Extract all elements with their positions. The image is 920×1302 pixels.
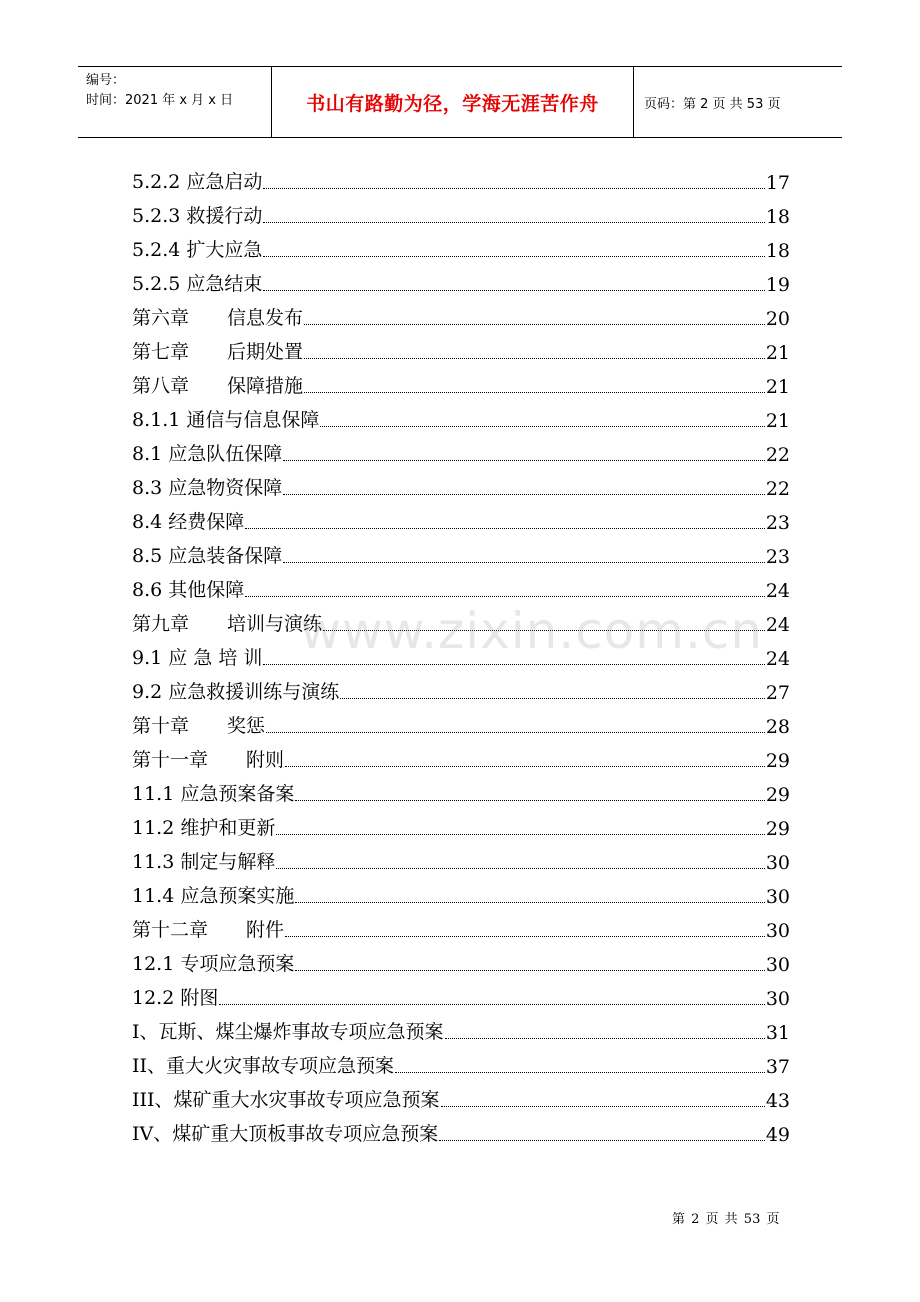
toc-entry-page: 30	[765, 954, 790, 976]
toc-entry-page: 18	[765, 240, 790, 262]
toc-entry-title: 第九章 培训与演练	[132, 613, 323, 635]
toc-dot-leader	[304, 324, 765, 325]
toc-dot-leader	[295, 800, 764, 801]
toc-entry-page: 24	[765, 614, 790, 636]
toc-entry[interactable]	[132, 364, 790, 398]
toc-dot-leader	[219, 1004, 764, 1005]
toc-entry-title: III、煤矿重大水灾事故专项应急预案	[132, 1089, 440, 1111]
toc-entry-page: 30	[765, 920, 790, 942]
toc-entry-title: IV、煤矿重大顶板事故专项应急预案	[132, 1123, 439, 1145]
toc-entry[interactable]	[132, 398, 790, 432]
toc-dot-leader	[323, 630, 765, 631]
toc-entry-page: 29	[765, 750, 790, 772]
toc-entry-title: II、重大火灾事故专项应急预案	[132, 1055, 395, 1077]
document-number-label: 编号：	[86, 73, 126, 88]
toc-dot-leader	[263, 256, 764, 257]
toc-entry-page: 29	[765, 818, 790, 840]
toc-dot-leader	[340, 698, 765, 699]
toc-entry[interactable]	[132, 976, 790, 1010]
toc-entry[interactable]	[132, 636, 790, 670]
toc-entry[interactable]	[132, 602, 790, 636]
toc-dot-leader	[283, 562, 765, 563]
toc-entry-title: 9.1 应 急 培 训	[132, 647, 263, 669]
toc-entry-title: 8.4 经费保障	[132, 511, 245, 533]
toc-entry-title: I、瓦斯、煤尘爆炸事故专项应急预案	[132, 1021, 444, 1043]
toc-entry-title: 11.3 制定与解释	[132, 851, 276, 873]
toc-entry[interactable]	[132, 160, 790, 194]
toc-entry-page: 27	[765, 682, 790, 704]
page-header	[78, 66, 842, 138]
toc-dot-leader	[276, 834, 764, 835]
toc-entry[interactable]	[132, 738, 790, 772]
toc-entry-page: 29	[765, 784, 790, 806]
toc-entry-title: 第十二章 附件	[132, 919, 285, 941]
watermark: www.zixin.com.cn	[300, 602, 764, 660]
toc-entry-title: 第八章 保障措施	[132, 375, 304, 397]
toc-entry[interactable]	[132, 704, 790, 738]
toc-entry[interactable]	[132, 534, 790, 568]
toc-dot-leader	[266, 732, 765, 733]
toc-entry[interactable]	[132, 330, 790, 364]
toc-entry-title: 12.2 附图	[132, 987, 219, 1009]
toc-entry-page: 22	[765, 478, 790, 500]
toc-entry[interactable]	[132, 466, 790, 500]
toc-entry[interactable]	[132, 670, 790, 704]
toc-entry-page: 21	[765, 342, 790, 364]
header-meta	[78, 67, 272, 137]
toc-entry-title: 第六章 信息发布	[132, 307, 304, 329]
toc-entry-page: 19	[765, 274, 790, 296]
toc-entry-title: 9.2 应急救援训练与演练	[132, 681, 340, 703]
toc-dot-leader	[283, 460, 765, 461]
toc-entry-page: 23	[765, 512, 790, 534]
header-motto: 书山有路勤为径，学海无涯苦作舟	[272, 67, 634, 137]
page-footer: 第 2 页 共 53 页	[672, 1212, 780, 1227]
toc-entry-page: 31	[765, 1022, 790, 1044]
toc-entry-page: 20	[765, 308, 790, 330]
toc-entry[interactable]	[132, 806, 790, 840]
toc-dot-leader	[395, 1072, 765, 1073]
toc-entry-page: 24	[765, 648, 790, 670]
toc-entry-title: 5.2.2 应急启动	[132, 171, 263, 193]
toc-entry-page: 22	[765, 444, 790, 466]
toc-entry[interactable]	[132, 908, 790, 942]
toc-entry[interactable]	[132, 1112, 790, 1146]
toc-entry-title: 第十章 奖惩	[132, 715, 266, 737]
toc-dot-leader	[283, 494, 765, 495]
toc-entry-page: 24	[765, 580, 790, 602]
toc-entry-page: 21	[765, 376, 790, 398]
toc-entry-title: 11.1 应急预案备案	[132, 783, 295, 805]
toc-entry[interactable]	[132, 1078, 790, 1112]
toc-entry-page: 30	[765, 886, 790, 908]
toc-dot-leader	[441, 1106, 765, 1107]
toc-entry[interactable]	[132, 1044, 790, 1078]
document-time-label: 时间：2021 年 x 月 x 日	[86, 93, 234, 108]
toc-dot-leader	[263, 664, 764, 665]
toc-dot-leader	[295, 970, 764, 971]
toc-entry-page: 49	[765, 1124, 790, 1146]
toc-dot-leader	[320, 426, 764, 427]
toc-entry-title: 第七章 后期处置	[132, 341, 304, 363]
toc-entry-title: 5.2.3 救援行动	[132, 205, 263, 227]
toc-entry-page: 17	[765, 172, 790, 194]
toc-entry-page: 28	[765, 716, 790, 738]
toc-entry[interactable]	[132, 840, 790, 874]
toc-entry-title: 5.2.4 扩大应急	[132, 239, 263, 261]
toc-dot-leader	[295, 902, 764, 903]
toc-dot-leader	[304, 358, 765, 359]
toc-entry[interactable]	[132, 296, 790, 330]
toc-entry-title: 8.1.1 通信与信息保障	[132, 409, 320, 431]
toc-dot-leader	[245, 596, 765, 597]
toc-dot-leader	[439, 1140, 765, 1141]
toc-entry-page: 23	[765, 546, 790, 568]
toc-dot-leader	[276, 868, 764, 869]
table-of-contents	[132, 160, 790, 1146]
toc-entry-page: 43	[765, 1090, 790, 1112]
toc-entry[interactable]	[132, 772, 790, 806]
toc-entry[interactable]	[132, 194, 790, 228]
toc-entry[interactable]	[132, 568, 790, 602]
toc-entry-page: 18	[765, 206, 790, 228]
toc-entry-title: 8.1 应急队伍保障	[132, 443, 283, 465]
toc-entry[interactable]	[132, 228, 790, 262]
toc-entry-title: 11.2 维护和更新	[132, 817, 276, 839]
toc-entry[interactable]	[132, 500, 790, 534]
toc-entry-page: 21	[765, 410, 790, 432]
toc-entry[interactable]	[132, 942, 790, 976]
toc-entry-title: 8.6 其他保障	[132, 579, 245, 601]
toc-dot-leader	[263, 290, 764, 291]
toc-entry-title: 5.2.5 应急结束	[132, 273, 263, 295]
toc-entry-title: 11.4 应急预案实施	[132, 885, 295, 907]
toc-entry-title: 8.3 应急物资保障	[132, 477, 283, 499]
toc-entry-title: 第十一章 附则	[132, 749, 285, 771]
toc-dot-leader	[285, 766, 765, 767]
toc-entry[interactable]	[132, 262, 790, 296]
toc-entry[interactable]	[132, 1010, 790, 1044]
toc-entry[interactable]	[132, 432, 790, 466]
toc-dot-leader	[263, 222, 764, 223]
toc-entry-title: 8.5 应急装备保障	[132, 545, 283, 567]
toc-dot-leader	[263, 188, 764, 189]
toc-dot-leader	[285, 936, 765, 937]
toc-entry-page: 30	[765, 988, 790, 1010]
toc-entry-page: 37	[765, 1056, 790, 1078]
toc-entry[interactable]	[132, 874, 790, 908]
toc-dot-leader	[445, 1038, 765, 1039]
header-page-info: 页码：第 2 页 共 53 页	[644, 96, 781, 112]
toc-dot-leader	[304, 392, 765, 393]
toc-entry-title: 12.1 专项应急预案	[132, 953, 295, 975]
toc-dot-leader	[245, 528, 765, 529]
toc-entry-page: 30	[765, 852, 790, 874]
